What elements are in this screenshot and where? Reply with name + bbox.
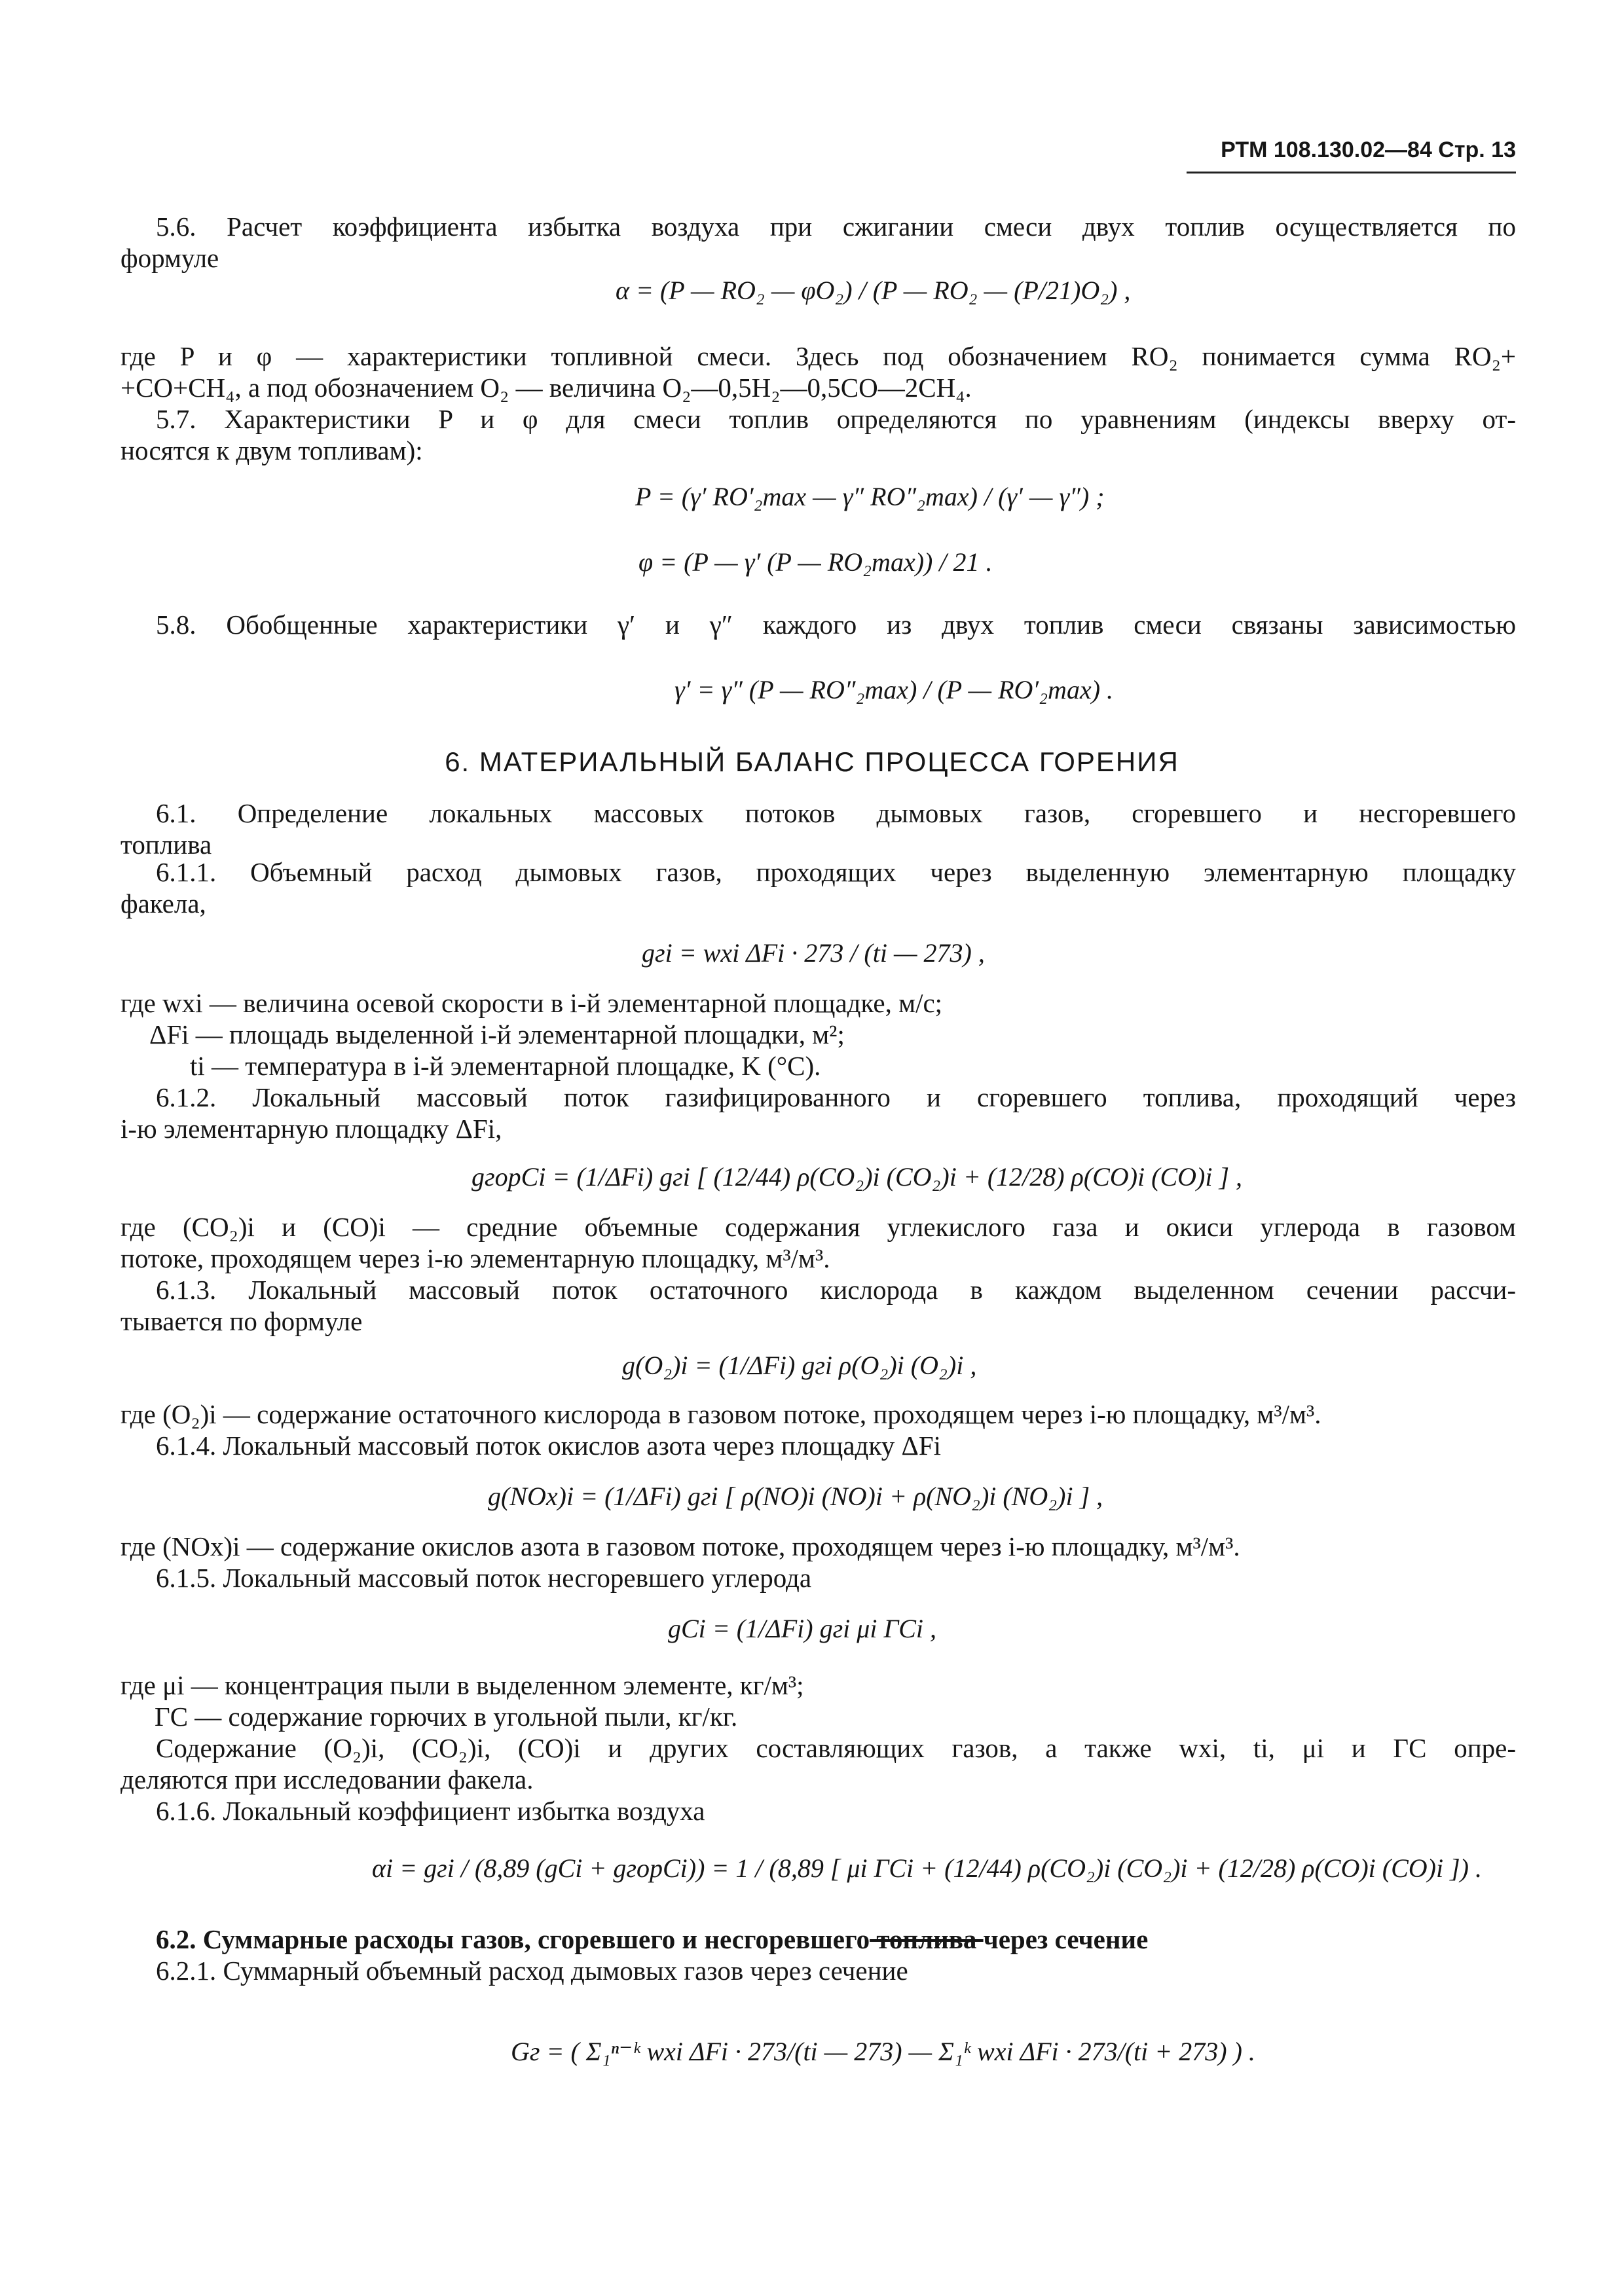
para-6-1-3-line1: 6.1.3. Локальный массовый поток остаточного кислорода в каждом выделенном сечении рассчи- xyxy=(156,1275,1516,1305)
para-6-1-1-where3: ti — температура в i-й элементарной площадке, K (°C). xyxy=(190,1051,821,1081)
para-6-1-5-note1: Содержание (O₂)i, (CO₂)i, (CO)i и других составляющих газов, а также wxi, ti, μi и ГC опре- xyxy=(156,1733,1516,1763)
para-5-6-line1: 5.6. Расчет коэффициента избытка воздуха при сжигании смеси двух топлив осуществляется по xyxy=(156,211,1516,242)
section-6-title: 6. МАТЕРИАЛЬНЫЙ БАЛАНС ПРОЦЕССА ГОРЕНИЯ xyxy=(445,746,1179,777)
formula-gamma: γ′ = γ″ (P — RO″₂max) / (P — RO′₂max) . xyxy=(674,675,1114,704)
formula-alpha: α = (P — RO₂ — φO₂) / (P — RO₂ — (P/21)O₂) , xyxy=(616,276,1131,305)
para-6-1-4-line1: 6.1.4. Локальный массовый поток окислов азота через площадку ΔFi xyxy=(156,1430,942,1461)
section-6-2-title xyxy=(156,1923,1148,1955)
page-header: РТМ 108.130.02—84 Стр. 13 xyxy=(1221,137,1516,162)
para-6-1-5-where2: ГC — содержание горючих в угольной пыли, кг/кг. xyxy=(155,1702,738,1732)
para-5-6-where2: +CO+CH₄, а под обозначением O₂ — величина O₂—0,5H₂—0,5CO—2CH₄. xyxy=(120,373,972,403)
para-6-1-3-line2: тывается по формуле xyxy=(120,1306,363,1336)
para-5-7-line2: носятся к двум топливам): xyxy=(120,435,423,465)
formula-g-ri: gгi = wxi ΔFi · 273 / (ti — 273) , xyxy=(642,938,985,968)
para-6-1-line2: топлива xyxy=(120,829,212,860)
header-underline xyxy=(1187,172,1516,173)
formula-g-total: Gг = ( Σ₁ⁿ⁻ᵏ wxi ΔFi · 273/(ti — 273) — Σ₁ᵏ wxi ΔFi · 273/(ti + 273) ) . xyxy=(511,2037,1255,2066)
para-6-1-3-where1: где (O₂)i — содержание остаточного кислорода в газовом потоке, проходящем через i-ю площадку, м³/м³. xyxy=(120,1399,1321,1429)
section-6-2-title-b: топлива xyxy=(870,1924,984,1954)
para-6-1-1-line1: 6.1.1. Объемный расход дымовых газов, проходящих через выделенную элементарную площадку xyxy=(156,857,1516,887)
para-6-1-5-line1: 6.1.5. Локальный массовый поток несгоревшего углерода xyxy=(156,1563,812,1593)
para-6-1-2-where2: потоке, проходящем через i-ю элементарную площадку, м³/м³. xyxy=(120,1243,830,1273)
section-6-2-title-a: 6.2. Суммарные расходы газов, сгоревшего и несгоревшего xyxy=(156,1924,870,1954)
formula-g-gor: gгорCi = (1/ΔFi) gгi [ (12/44) ρ(CO₂)i (CO₂)i + (12/28) ρ(CO)i (CO)i ] , xyxy=(471,1162,1243,1192)
section-6-2-title-c: через сечение xyxy=(983,1924,1149,1954)
para-5-8-line1: 5.8. Обобщенные характеристики γ′ и γ″ каждого из двух топлив смеси связаны зависимостью xyxy=(156,610,1516,640)
formula-g-o2: g(O₂)i = (1/ΔFi) gгi ρ(O₂)i (O₂)i , xyxy=(622,1351,977,1380)
para-6-1-2-where1: где (CO₂)i и (CO)i — средние объемные содержания углекислого газа и окиси углерода в газовом xyxy=(120,1212,1516,1242)
formula-phi: φ = (P — γ′ (P — RO₂max)) / 21 . xyxy=(638,547,993,577)
para-6-1-1-where1: где wxi — величина осевой скорости в i-й элементарной площадке, м/с; xyxy=(120,988,943,1018)
formula-p: P = (γ′ RO′₂max — γ″ RO″₂max) / (γ′ — γ″) ; xyxy=(635,482,1105,511)
formula-alpha-i: αi = gгi / (8,89 (gCi + gгорCi)) = 1 / (8,89 [ μi ГCi + (12/44) ρ(CO₂)i (CO₂)i + (12/28) ρ(CO)i (CO)i ]) . xyxy=(372,1853,1482,1883)
para-6-2-1-line1: 6.2.1. Суммарный объемный расход дымовых газов через сечение xyxy=(156,1956,908,1986)
para-5-7-line1: 5.7. Характеристики P и φ для смеси топлив определяются по уравнениям (индексы вверху от- xyxy=(156,404,1516,434)
para-6-1-1-where2: ΔFi — площадь выделенной i-й элементарной площадки, м²; xyxy=(149,1019,845,1049)
para-5-6-where1: где P и φ — характеристики топливной смеси. Здесь под обозначением RO₂ понимается сумма RO₂+ xyxy=(120,341,1516,371)
para-6-1-line1: 6.1. Определение локальных массовых потоков дымовых газов, сгоревшего и несгоревшего xyxy=(156,798,1516,828)
para-6-1-5-note2: деляются при исследовании факела. xyxy=(120,1764,534,1795)
para-6-1-2-line2: i-ю элементарную площадку ΔFi, xyxy=(120,1114,502,1144)
para-6-1-1-line2: факела, xyxy=(120,888,206,919)
para-6-1-6-line1: 6.1.6. Локальный коэффициент избытка воздуха xyxy=(156,1796,705,1826)
formula-g-c: gCi = (1/ΔFi) gгi μi ГCi , xyxy=(668,1614,937,1643)
para-6-1-4-where1: где (NOx)i — содержание окислов азота в газовом потоке, проходящем через i-ю площадку, м³/м³. xyxy=(120,1531,1240,1561)
para-6-1-5-where1: где μi — концентрация пыли в выделенном элементе, кг/м³; xyxy=(120,1670,804,1700)
para-6-1-2-line1: 6.1.2. Локальный массовый поток газифицированного и сгоревшего топлива, проходящий через xyxy=(156,1082,1516,1112)
formula-g-nox: g(NOx)i = (1/ΔFi) gгi [ ρ(NO)i (NO)i + ρ(NO₂)i (NO₂)i ] , xyxy=(488,1482,1103,1511)
para-5-6-line2: формуле xyxy=(120,243,219,273)
